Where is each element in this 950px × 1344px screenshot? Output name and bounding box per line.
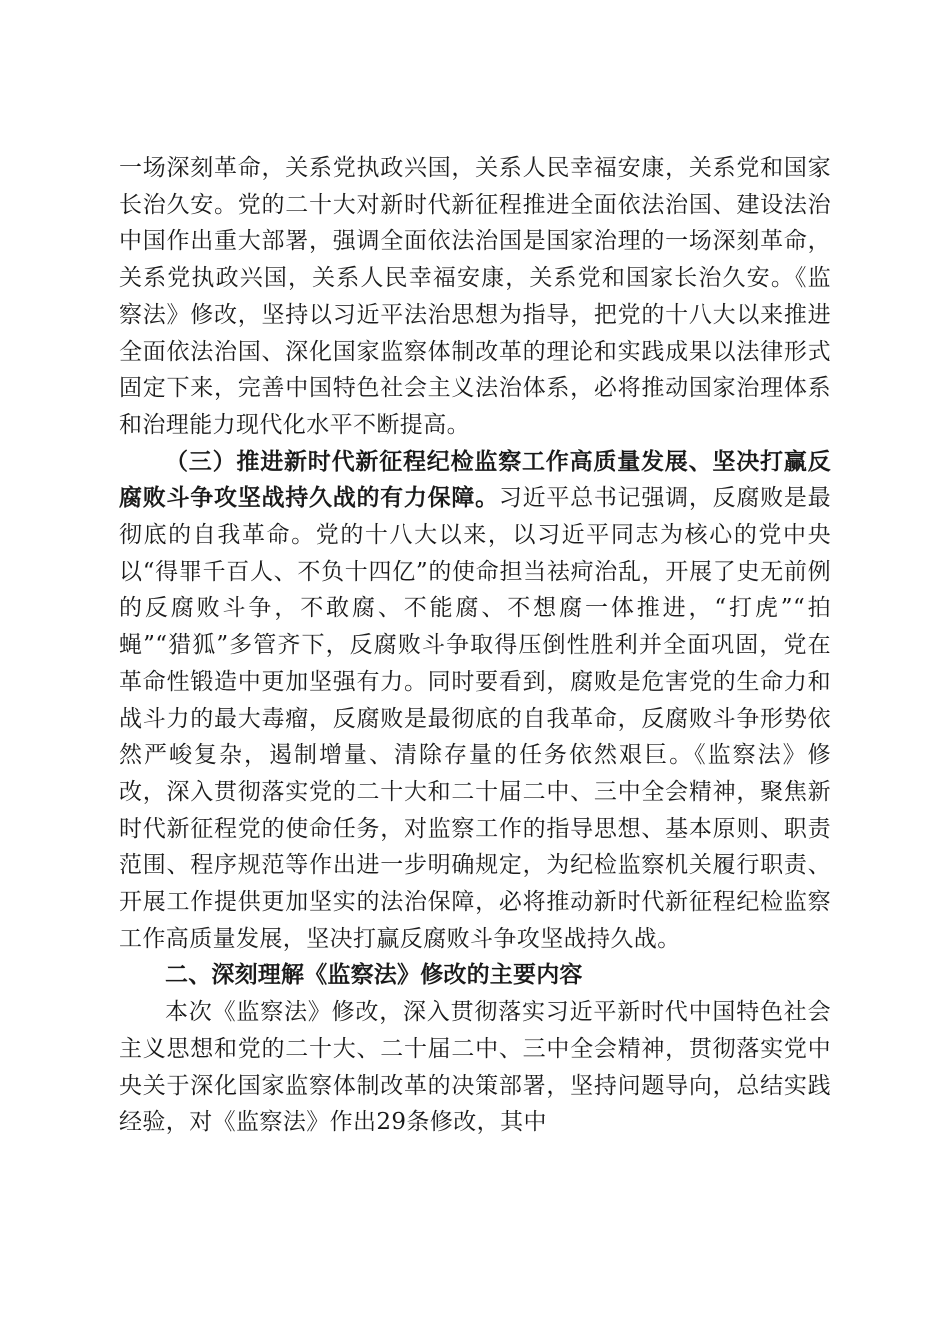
section-three-body: 习近平总书记强调，反腐败是最彻底的自我革命。党的十八大以来，以习近平同志为核心的党中央以“得罪千百人、不负十四亿”的使命担当祛疴治乱，开展了史无前例的反腐败斗争，不敢腐、不能腐、不想腐一体推进，“打虎”“拍蝇”“猎狐”多管齐下，反腐败斗争取得压倒性胜利并全面巩固，党在革命性锻造中更加坚强有力。同时要看到，腐败是危害党的生命力和战斗力的最大毒瘤，反腐败是最彻底的自我革命，反腐败斗争形势依然严峻复杂，遏制增量、清除存量的任务依然艰巨。《监察法》修改，深入贯彻落实党的二十大和二十届二中、三中全会精神，聚焦新时代新征程党的使命任务，对监察工作的指导思想、基本原则、职责范围、程序规范等作出进一步明确规定，为纪检监察机关履行职责、开展工作提供更加坚实的法治保障，必将推动新时代新征程纪检监察工作高质量发展，坚决打赢反腐败斗争攻坚战持久战。 <box>119 485 831 952</box>
document-body <box>119 150 831 1141</box>
paragraph-continuation: 一场深刻革命，关系党执政兴国，关系人民幸福安康，关系党和国家长治久安。党的二十大对新时代新征程推进全面依法治国、建设法治中国作出重大部署，强调全面依法治国是国家治理的一场深刻革命，关系党执政兴国，关系人民幸福安康，关系党和国家长治久安。《监察法》修改，坚持以习近平法治思想为指导，把党的十八大以来推进全面依法治国、深化国家监察体制改革的理论和实践成果以法律形式固定下来，完善中国特色社会主义法治体系，必将推动国家治理体系和治理能力现代化水平不断提高。 <box>119 155 831 438</box>
section-three-lead: （三）推进新时代新征程纪检监察工作高质量发展、坚决打赢反腐败斗争攻坚战持久战的有力保障。 <box>119 447 831 512</box>
section-heading-two: 二、深刻理解《监察法》修改的主要内容 <box>165 962 583 989</box>
paragraph-main-content: 本次《监察法》修改，深入贯彻落实习近平新时代中国特色社会主义思想和党的二十大、二十届二中、三中全会精神，贯彻落实党中央关于深化国家监察体制改革的决策部署，坚持问题导向，总结实践经验，对《监察法》作出29条修改，其中 <box>119 999 831 1136</box>
paragraph-section-three <box>119 444 831 958</box>
